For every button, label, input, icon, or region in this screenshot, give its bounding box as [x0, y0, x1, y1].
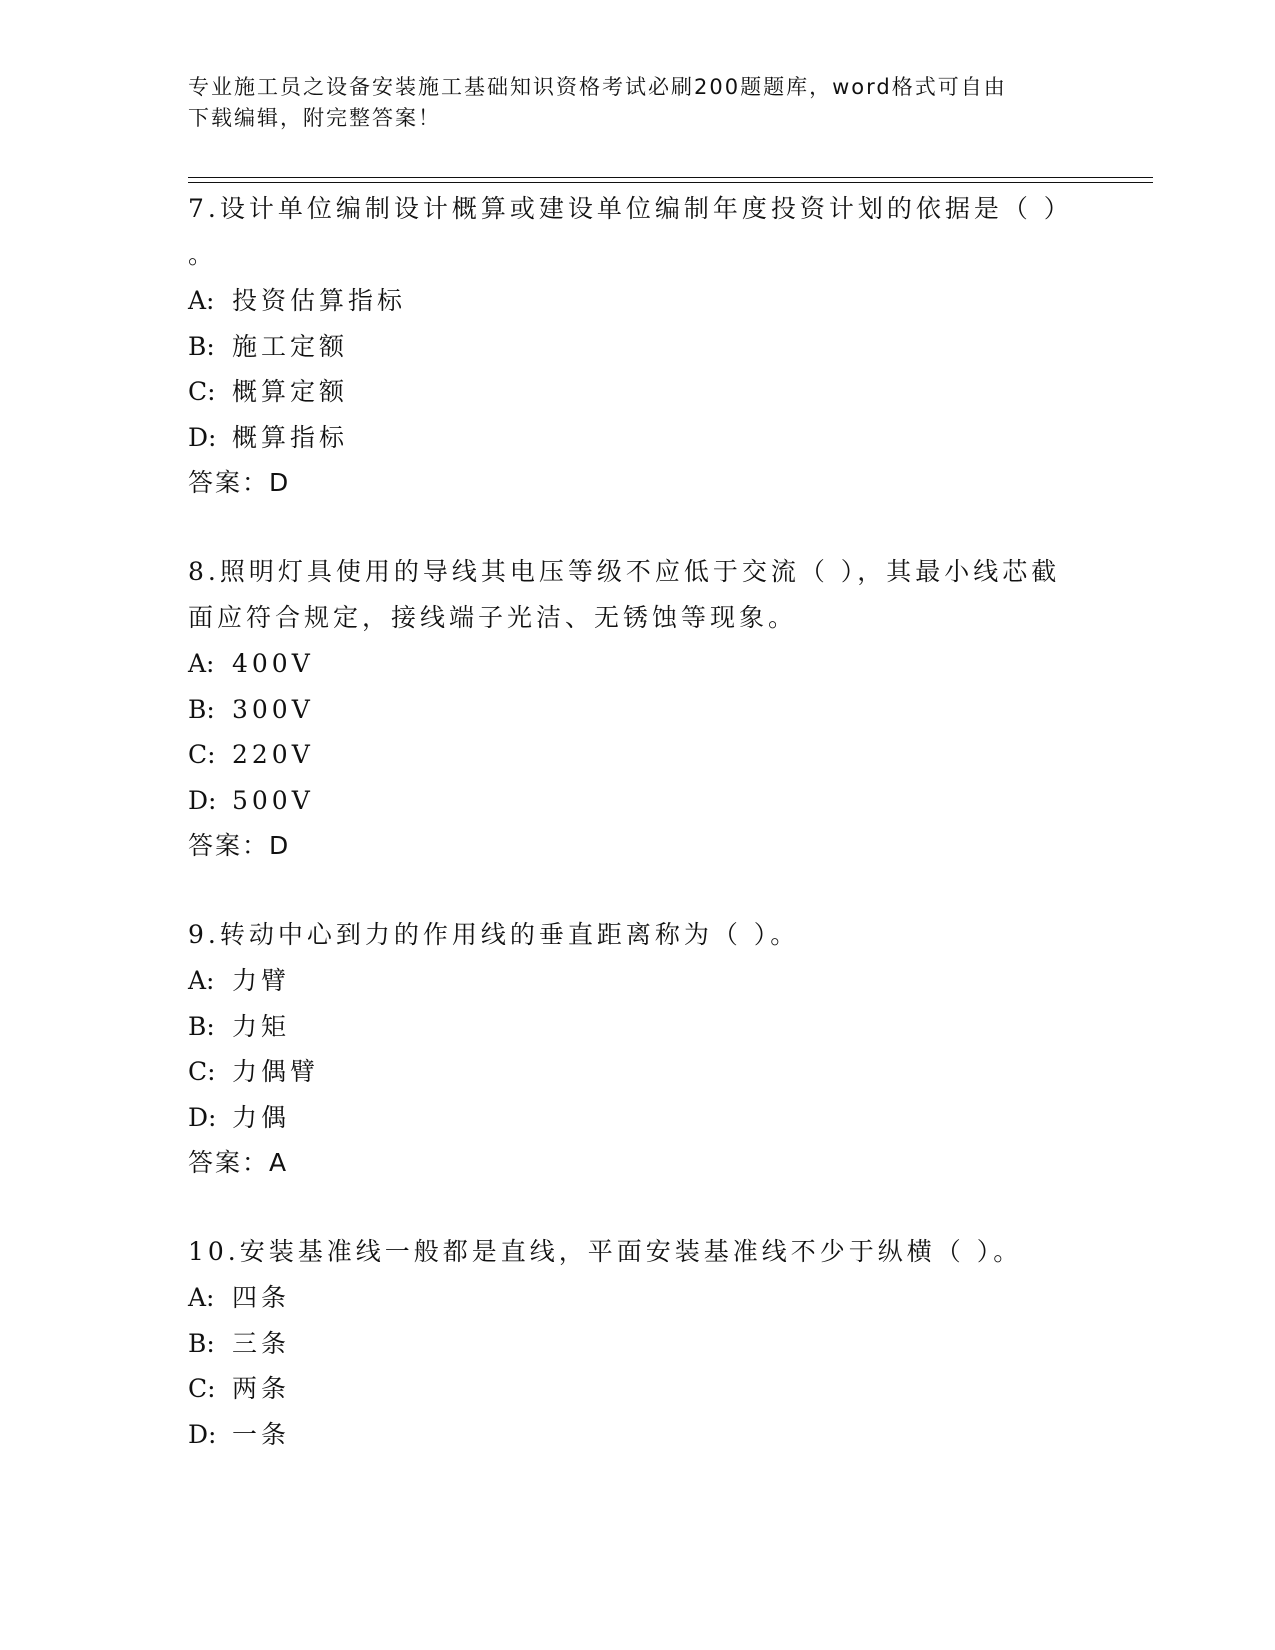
option-a — [188, 958, 1088, 1004]
answer-line: 答案：A — [188, 1148, 289, 1177]
header-line-1: 专业施工员之设备安装施工基础知识资格考试必刷200题题库，word格式可自由 — [188, 75, 1007, 99]
option-text: 两条 — [232, 1374, 291, 1403]
option-b — [188, 324, 1088, 370]
option-d — [188, 778, 1088, 824]
option-key: D: — [188, 1102, 217, 1132]
option-text: 力偶臂 — [232, 1057, 320, 1086]
option-text: 400V — [232, 649, 314, 678]
option-text: 概算指标 — [232, 422, 349, 452]
question-stem: 10.安装基准线一般都是直线，平面安装基准线不少于纵横（ ）。 — [188, 1237, 1023, 1266]
option-text: 力臂 — [232, 966, 291, 995]
option-key: C: — [188, 1374, 216, 1403]
option-key: B: — [188, 331, 215, 361]
option-b — [188, 1321, 1088, 1367]
option-key: A: — [188, 286, 215, 315]
question-stem-continued: 面应符合规定，接线端子光洁、无锈蚀等现象。 — [188, 603, 798, 632]
header-line-2: 下载编辑，附完整答案！ — [188, 106, 441, 130]
option-key: B: — [188, 694, 215, 724]
question-9 — [188, 912, 1088, 1185]
option-text: 力矩 — [232, 1011, 291, 1041]
question-10 — [188, 1229, 1088, 1457]
option-a — [188, 641, 1088, 687]
option-c — [188, 369, 1088, 415]
option-c — [188, 1049, 1088, 1095]
option-text: 概算定额 — [232, 377, 349, 406]
option-text: 220V — [232, 740, 314, 769]
option-key: A: — [188, 649, 215, 678]
option-b — [188, 1004, 1088, 1050]
option-key: A: — [188, 966, 215, 995]
option-key: D: — [188, 422, 217, 452]
question-stem: 8.照明灯具使用的导线其电压等级不应低于交流（ ），其最小线芯截 — [188, 557, 1061, 586]
question-7 — [188, 186, 1088, 505]
option-text: 四条 — [232, 1283, 291, 1312]
option-key: B: — [188, 1011, 215, 1041]
option-text: 投资估算指标 — [232, 286, 407, 315]
option-a — [188, 278, 1088, 324]
option-text: 力偶 — [232, 1102, 291, 1132]
question-stem-continued: 。 — [188, 240, 218, 269]
option-b — [188, 687, 1088, 733]
option-d — [188, 1412, 1088, 1458]
answer-line: 答案：D — [188, 831, 291, 860]
question-stem: 9.转动中心到力的作用线的垂直距离称为（ ）。 — [188, 920, 800, 949]
option-key: D: — [188, 1419, 217, 1449]
option-key: D: — [188, 785, 217, 815]
option-a — [188, 1275, 1088, 1321]
option-key: A: — [188, 1283, 215, 1312]
option-text: 一条 — [232, 1419, 291, 1449]
option-key: C: — [188, 740, 216, 769]
header-divider-top — [188, 177, 1153, 178]
question-8 — [188, 549, 1088, 868]
option-c — [188, 732, 1088, 778]
option-d — [188, 415, 1088, 461]
option-text: 施工定额 — [232, 331, 349, 361]
question-stem: 7.设计单位编制设计概算或建设单位编制年度投资计划的依据是（ ） — [188, 194, 1073, 223]
option-text: 300V — [232, 694, 314, 724]
option-c — [188, 1366, 1088, 1412]
option-text: 500V — [232, 785, 314, 815]
document-header — [188, 72, 1088, 134]
option-text: 三条 — [232, 1328, 291, 1358]
option-key: B: — [188, 1328, 215, 1358]
option-key: C: — [188, 377, 216, 406]
header-divider-bottom — [188, 182, 1153, 183]
option-key: C: — [188, 1057, 216, 1086]
answer-line: 答案：D — [188, 468, 291, 497]
option-d — [188, 1095, 1088, 1141]
